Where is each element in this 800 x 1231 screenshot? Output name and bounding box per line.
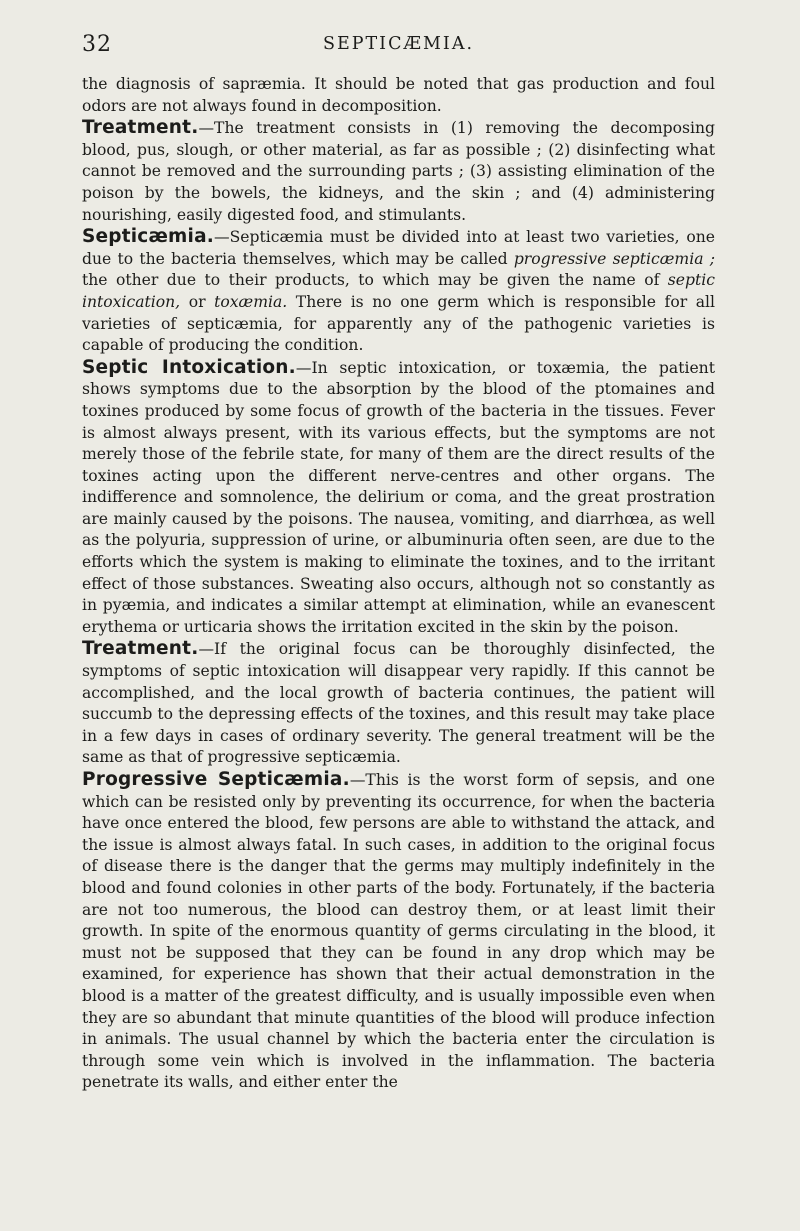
section-heading: Septicæmia. bbox=[82, 226, 214, 248]
paragraph bbox=[82, 769, 715, 1094]
paragraph-text: —The treatment consists in (1) removing the decomposing blood, pus, slough, or other material, as far as possible ; (2) disinfecting what cannot be removed and the surrounding parts ; (3) assisting elimination of the poison by the bowels, the kidneys, and the skin ; and (4) administering nourishing, easily digested food, and stimulants. bbox=[82, 119, 715, 224]
paragraph bbox=[82, 74, 715, 117]
running-head bbox=[82, 32, 715, 58]
paragraph bbox=[82, 226, 715, 357]
paragraph bbox=[82, 357, 715, 639]
paragraph-text: or bbox=[180, 292, 215, 311]
italic-term: toxæmia. bbox=[214, 292, 288, 311]
paragraph-text: There is no one germ which is responsible for all varieties of septicæmia, for apparently any of the pathogenic varieties is capable of producing the condition. bbox=[82, 292, 715, 355]
section-heading: Progressive Septicæmia. bbox=[82, 769, 350, 790]
paragraph-text: —If the original focus can be thoroughly disinfected, the symptoms of septic intoxication will disappear very rapidly. If this cannot be accomplished, and the local growth of bacteria continues, the patient will succumb to the depressing effects of the toxines, and this result may take place in a few days in cases of ordinary severity. The general treatment will be the same as that of progressive septicæmia. bbox=[82, 640, 715, 767]
running-title: SEPTICÆMIA. bbox=[322, 34, 475, 54]
italic-term: septic intoxication, bbox=[82, 271, 715, 311]
body-text bbox=[82, 74, 715, 1094]
paragraph bbox=[82, 117, 715, 226]
paragraph-text: —Septicæmia must be divided into at least two varieties, one due to the bacteria themselves, which may be called bbox=[82, 228, 715, 268]
paragraph-text: —This is the worst form of sepsis, and one which can be resisted only by preventing its occurrence, for when the bacteria have once entered the blood, few persons are able to withstand the attack, and the issue is almost always fatal. In such cases, in addition to the original focus of disease there is the danger that the germs may multiply indefinitely in the blood and found colonies in other parts of the body. Fortunately, if the bacteria are not too numerous, the blood can destroy them, or at least limit their growth. In spite of the enormous quantity of germs circulating in the blood, it must not be supposed that they can be found in any drop which may be examined, for experience has shown that their actual demonstration in the blood is a matter of the greatest difficulty, and is usually impossible even when they are so abundant that minute quantities of the blood will produce infection in animals. The usual channel by which the bacteria enter the circulation is through some vein which is involved in the inflammation. The bacteria penetrate its walls, and either enter the bbox=[82, 771, 715, 1092]
paragraph bbox=[82, 638, 715, 769]
paragraph-text: the other due to their products, to which may be given the name of bbox=[82, 271, 668, 290]
section-heading: Treatment. bbox=[82, 638, 199, 660]
section-heading: Treatment. bbox=[82, 117, 199, 139]
paragraph-text: —In septic intoxication, or toxæmia, the patient shows symptoms due to the absorption by the blood of the ptomaines and toxines produced by some focus of growth of the bacteria in the tissues. Fever is almost always present, with its various effects, but the symptoms are not merely those of the febrile state, for many of them are the direct results of the toxines acting upon the different nerve-centres and other organs. The indifference and somnolence, the delirium or coma, and the great prostration are mainly caused by the poisons. The nausea, vomiting, and diarrhœa, as well as the polyuria, suppression of urine, or albuminuria often seen, are due to the efforts which the system is making to eliminate the toxines, and to the irritant effect of those substances. Sweating also occurs, although not so constantly as in pyæmia, and indicates a similar attempt at elimination, while an evanescent erythema or urticaria shows the irritation excited in the skin by the poison. bbox=[82, 358, 715, 636]
paragraph-text: the diagnosis of sapræmia. It should be noted that gas production and foul odors are not always found in decomposition. bbox=[82, 75, 715, 115]
page-number: 32 bbox=[82, 32, 112, 57]
italic-term: progressive septicæmia ; bbox=[513, 249, 715, 268]
section-heading: Septic Intoxication. bbox=[82, 356, 296, 378]
